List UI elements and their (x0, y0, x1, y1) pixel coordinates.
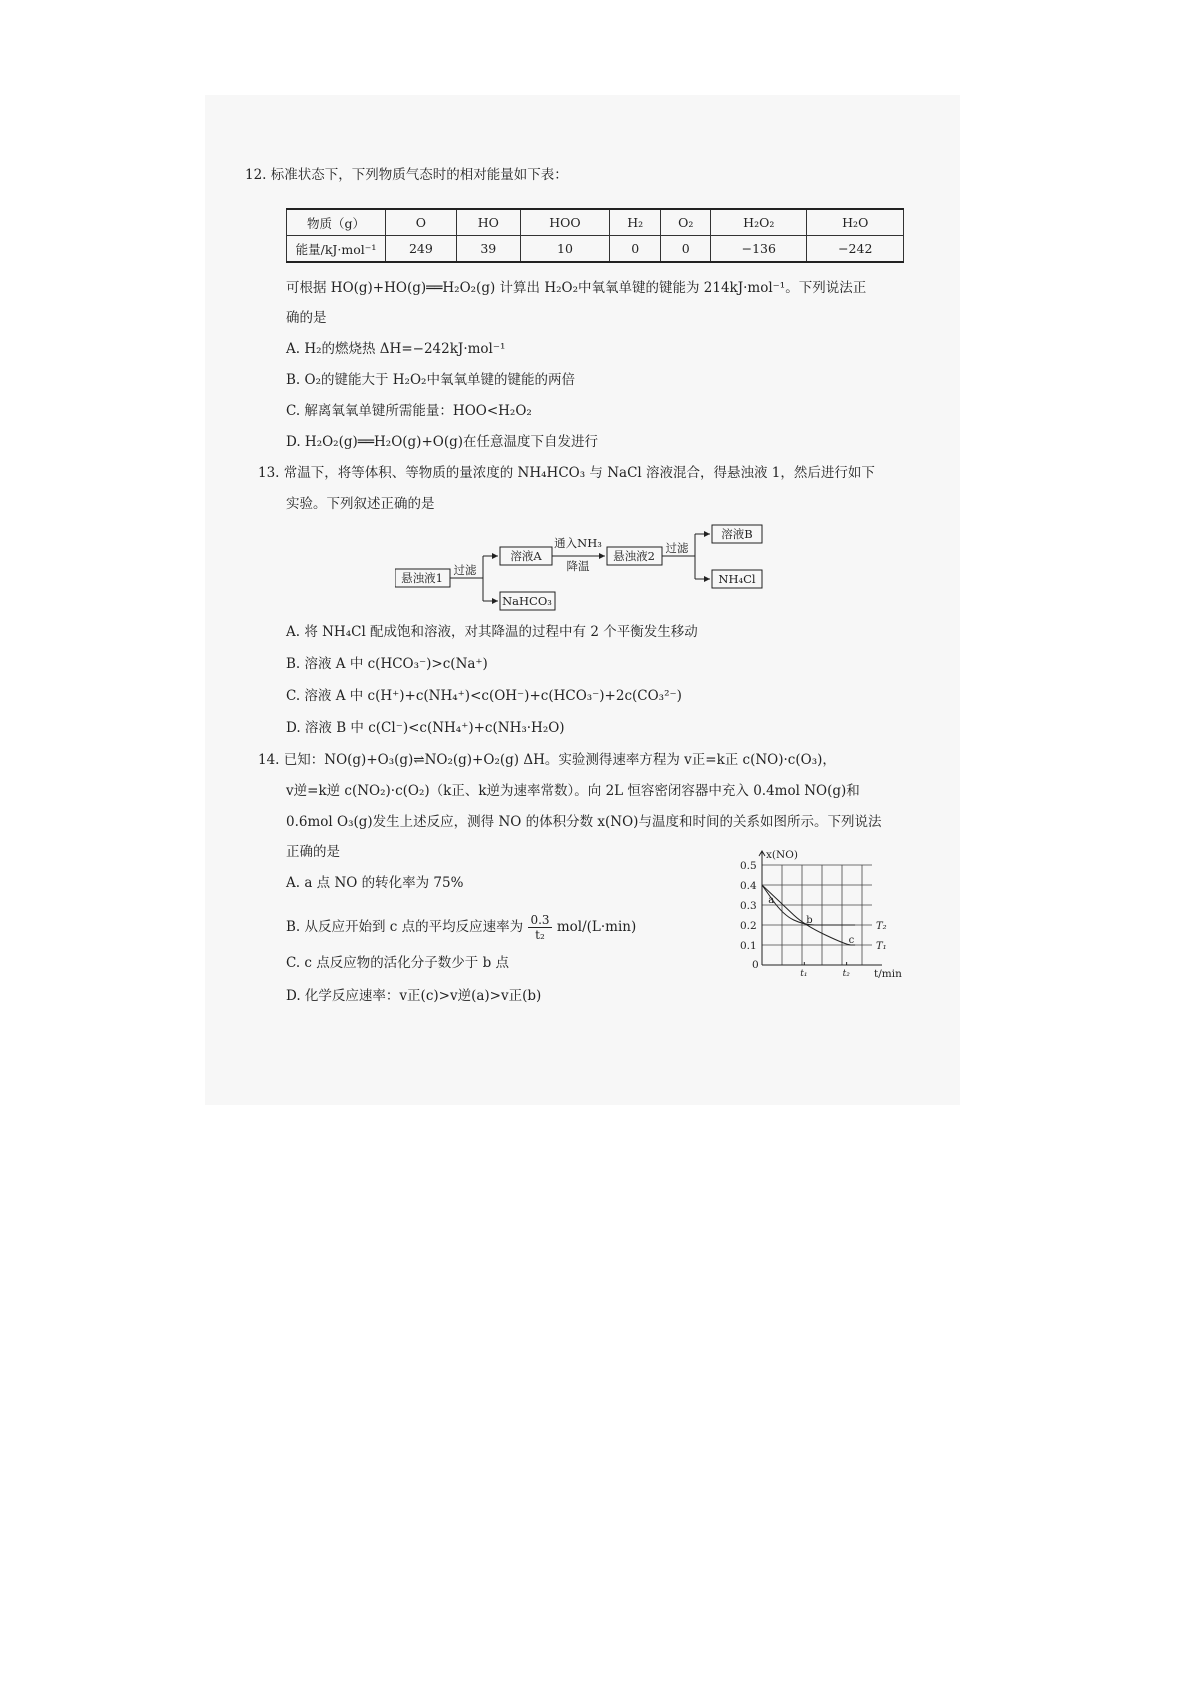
q14-line-3: 0.6mol O₃(g)发生上述反应，测得 NO 的体积分数 x(NO)与温度和时间的关系如图所示。下列说法 (286, 814, 882, 830)
q14-option-c: C. c 点反应物的活化分子数少于 b 点 (286, 955, 510, 971)
q14-option-a: A. a 点 NO 的转化率为 75% (286, 875, 464, 891)
q13-option-b: B. 溶液 A 中 c(HCO₃⁻)>c(Na⁺) (286, 656, 488, 672)
point-label-a: a (768, 895, 775, 906)
x-tick-label: t₁ (800, 969, 808, 979)
q12-text-1: 可根据 HO(g)+HO(g)══H₂O₂(g) 计算出 H₂O₂中氧氧单键的键能为 214kJ·mol⁻¹。下列说法正 (286, 280, 867, 296)
rate-fraction (528, 913, 551, 942)
q13-stem-2: 实验。下列叙述正确的是 (286, 496, 435, 512)
x-tick-label: t₂ (842, 969, 850, 979)
table-cell: 0 (610, 236, 661, 263)
fraction-denominator: t₂ (535, 928, 545, 942)
x-axis-label: t/min (874, 968, 902, 980)
table-cell: O (386, 209, 457, 236)
table-cell: HO (456, 209, 520, 236)
q13-option-a: A. 将 NH₄Cl 配成饱和溶液，对其降温的过程中有 2 个平衡发生移动 (286, 624, 698, 640)
energy-table (286, 208, 904, 263)
q14-option-d: D. 化学反应速率：v正(c)>v逆(a)>v正(b) (286, 988, 542, 1004)
table-cell: O₂ (661, 209, 711, 236)
y-tick-label: 0.5 (740, 860, 757, 872)
q13-stem-1: 13. 常温下，将等体积、等物质的量浓度的 NH₄HCO₃ 与 NaCl 溶液混合，得悬浊液 1，然后进行如下 (258, 465, 875, 481)
q12-option-a: A. H₂的燃烧热 ΔH=−242kJ·mol⁻¹ (286, 341, 506, 357)
fraction-numerator: 0.3 (530, 913, 550, 927)
table-cell: 39 (456, 236, 520, 263)
label-cool: 降温 (566, 559, 590, 573)
q14-line-4: 正确的是 (286, 844, 340, 860)
label-filter-1: 过滤 (453, 563, 477, 577)
q13-option-c: C. 溶液 A 中 c(H⁺)+c(NH₄⁺)<c(OH⁻)+c(HCO₃⁻)+2c(CO₃²⁻) (286, 688, 682, 704)
table-cell: 能量/kJ·mol⁻¹ (287, 236, 386, 263)
table-cell: H₂ (610, 209, 661, 236)
q12-option-d: D. H₂O₂(g)══H₂O(g)+O(g)在任意温度下自发进行 (286, 434, 599, 450)
table-cell: H₂O₂ (711, 209, 807, 236)
label-suspension-2: 悬浊液2 (613, 549, 655, 563)
label-nh4cl: NH₄Cl (718, 572, 756, 586)
table-cell: −242 (807, 236, 904, 263)
xno-time-graph (738, 850, 903, 980)
table-cell: 0 (661, 236, 711, 263)
point-label-c: c (848, 935, 855, 946)
y-axis-label: x(NO) (766, 850, 798, 861)
q12-stem: 12. 标准状态下，下列物质气态时的相对能量如下表： (245, 167, 568, 183)
label-suspension-1: 悬浊液1 (401, 571, 443, 585)
y-tick-label: 0.1 (740, 940, 757, 952)
q14-line-2: v逆=k逆 c(NO₂)·c(O₂)（k正、k逆为速率常数）。向 2L 恒容密闭容器中充入 0.4mol NO(g)和 (286, 783, 860, 799)
label-add-nh3: 通入NH₃ (554, 536, 602, 550)
process-flow-diagram (395, 522, 775, 612)
q14-option-b (286, 913, 636, 942)
table-row (287, 236, 904, 263)
q12-text-2: 确的是 (286, 310, 327, 326)
q12-option-b: B. O₂的键能大于 H₂O₂中氧氧单键的键能的两倍 (286, 372, 575, 388)
table-cell: 10 (520, 236, 609, 263)
q14-option-b-suffix: mol/(L·min) (556, 919, 637, 935)
table-cell: −136 (711, 236, 807, 263)
table-cell: 249 (386, 236, 457, 263)
table-cell: 物质（g） (287, 209, 386, 236)
label-nahco3: NaHCO₃ (502, 594, 552, 608)
series-label: T₂ (876, 921, 887, 932)
y-tick-label: 0.2 (740, 920, 757, 932)
q12-option-c: C. 解离氧氧单键所需能量：HOO<H₂O₂ (286, 403, 532, 419)
q14-line-1: 14. 已知：NO(g)+O₃(g)⇌NO₂(g)+O₂(g) ΔH。实验测得速率方程为 v正=k正 c(NO)·c(O₃)， (258, 752, 836, 768)
table-cell: HOO (520, 209, 609, 236)
table-cell: H₂O (807, 209, 904, 236)
series-label: T₁ (876, 941, 887, 952)
label-filter-2: 过滤 (665, 541, 689, 555)
q14-option-b-prefix: B. 从反应开始到 c 点的平均反应速率为 (286, 919, 524, 935)
y-tick-label: 0.3 (740, 900, 757, 912)
origin-label: 0 (752, 959, 759, 971)
table-header-row (287, 209, 904, 236)
point-label-b: b (806, 915, 813, 926)
label-solution-b: 溶液B (721, 527, 753, 541)
y-tick-label: 0.4 (740, 880, 757, 892)
label-solution-a: 溶液A (510, 549, 542, 563)
q13-option-d: D. 溶液 B 中 c(Cl⁻)<c(NH₄⁺)+c(NH₃·H₂O) (286, 720, 565, 736)
